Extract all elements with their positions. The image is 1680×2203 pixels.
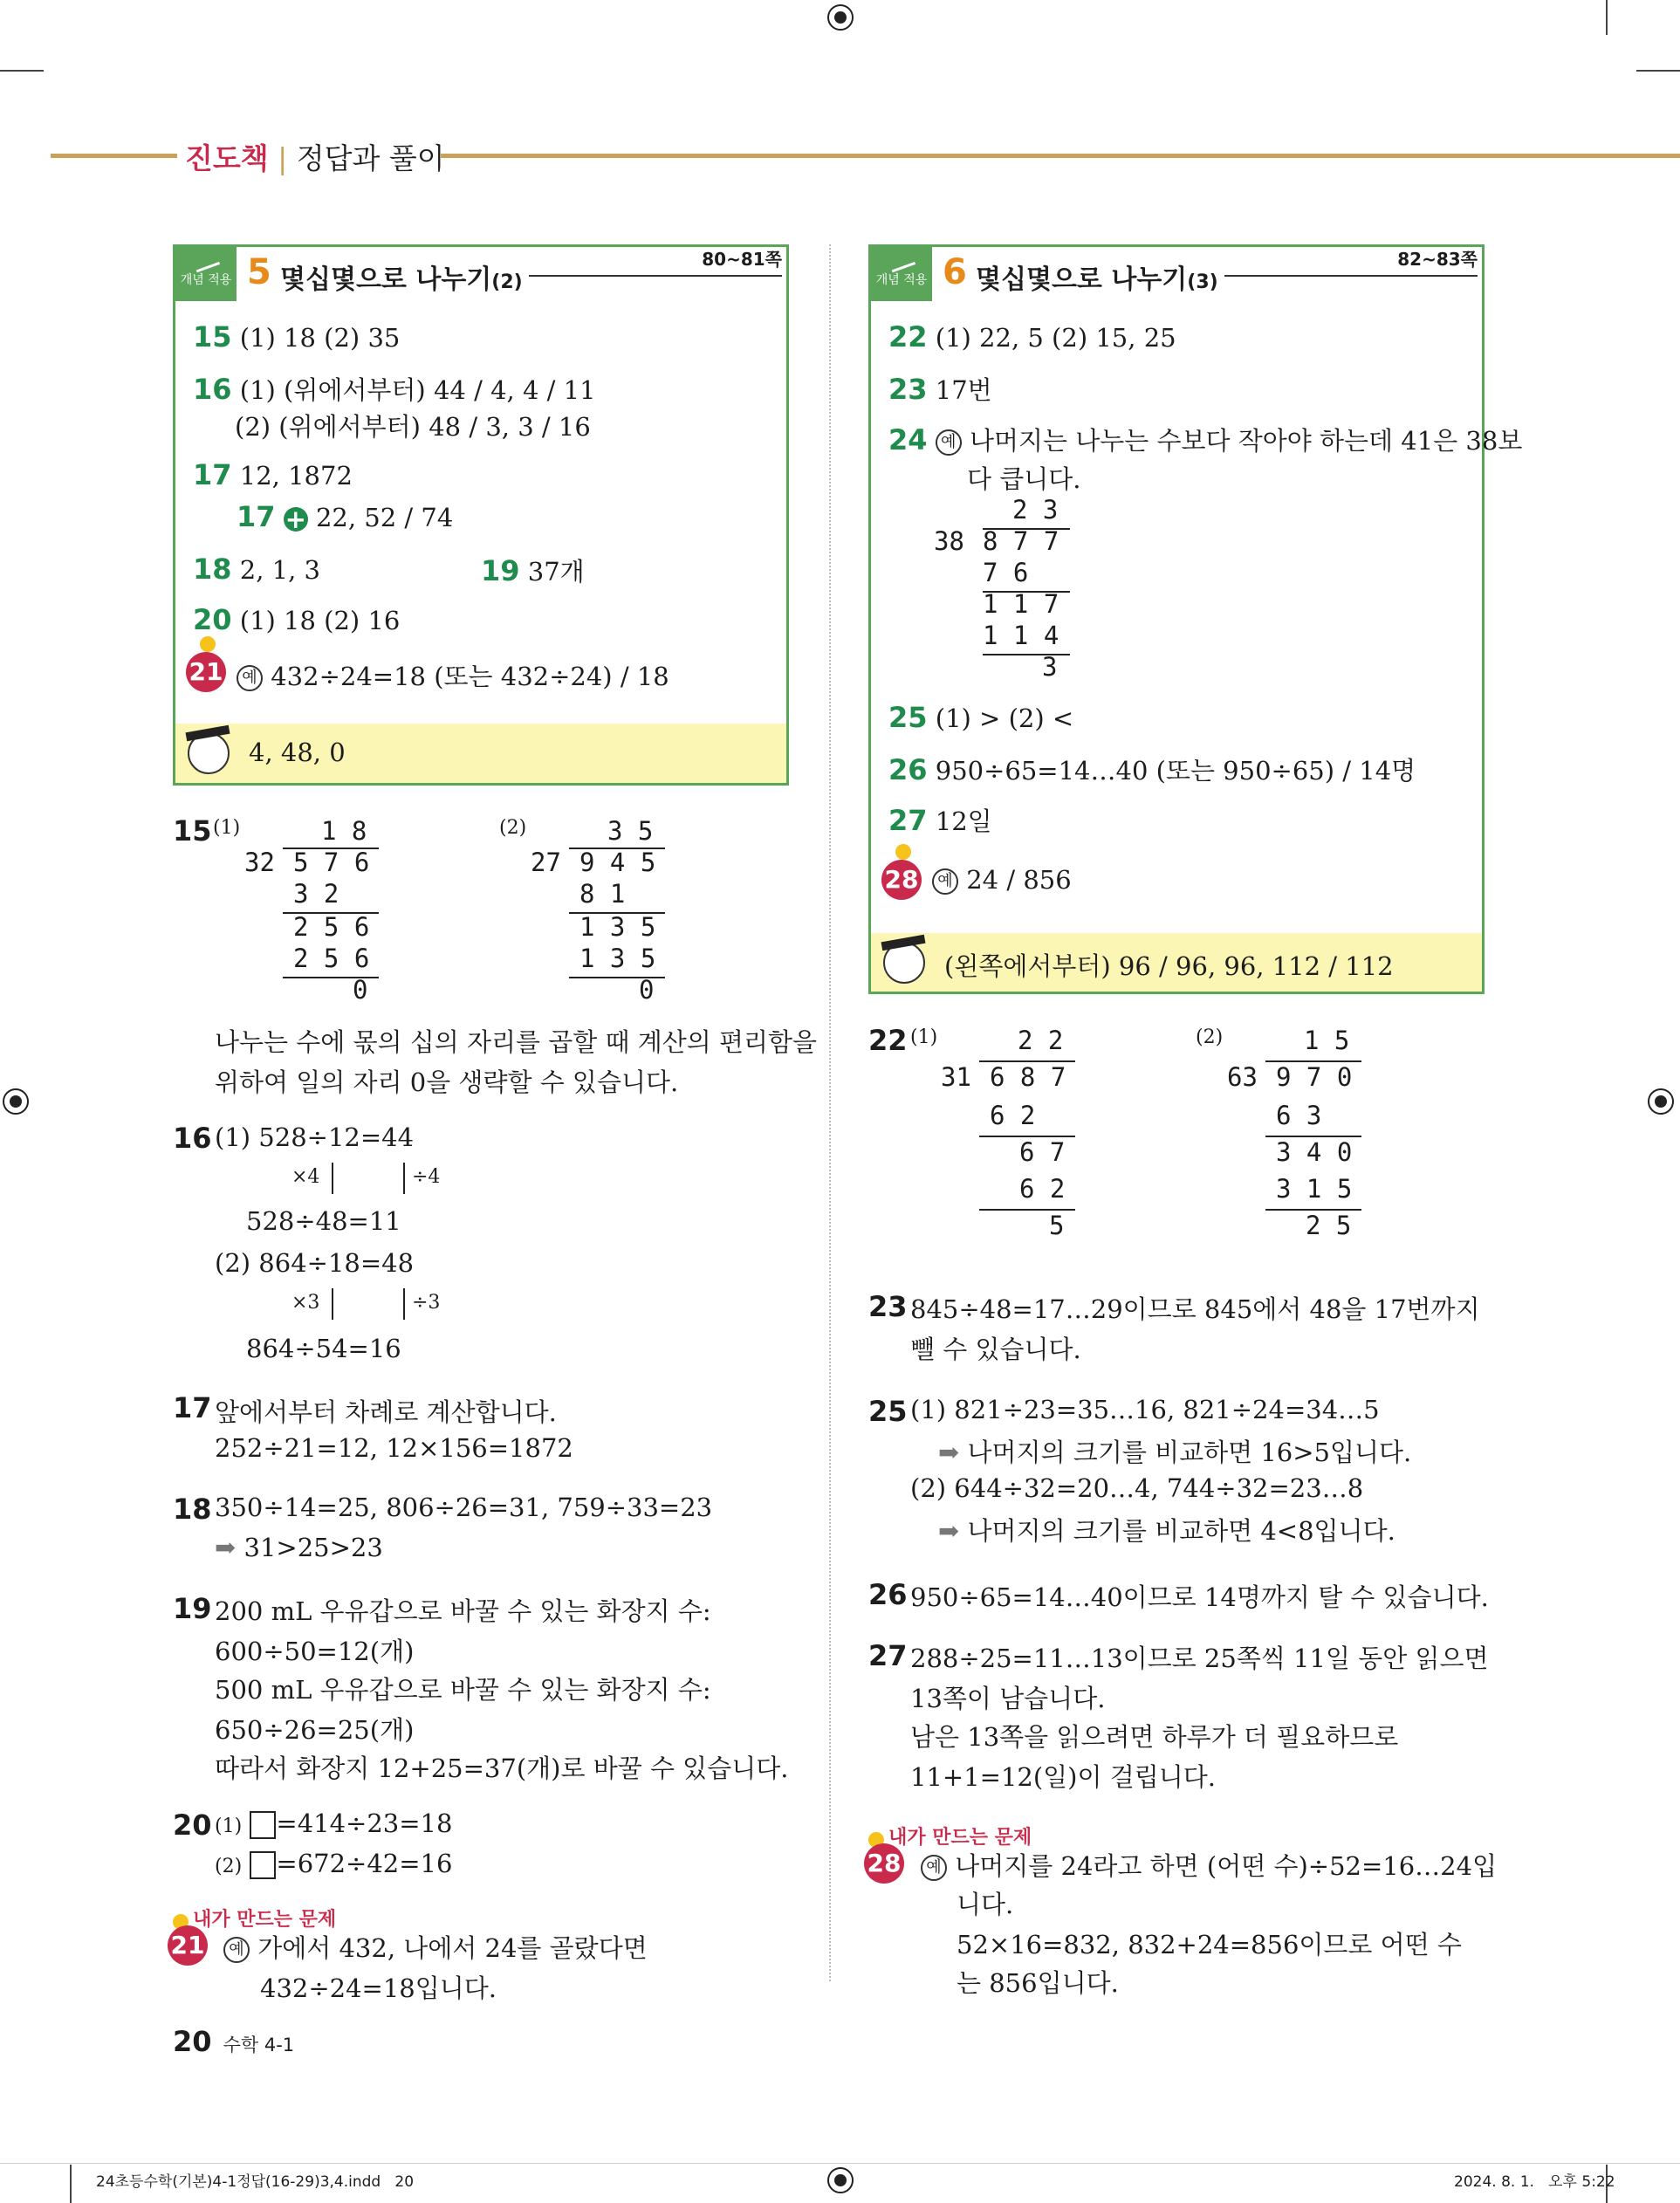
smile-icon [200, 636, 216, 652]
pencil-icon [192, 250, 220, 273]
explanation-21-line: 432÷24=18입니다. [260, 1973, 497, 2003]
registration-mark-icon [827, 2167, 854, 2193]
quotient: 3 5 [607, 816, 654, 846]
explanation-19-number: 19 [173, 1592, 212, 1625]
down-arrow-icon [403, 1163, 405, 1194]
dividend: 5 7 6 [293, 848, 370, 877]
explanation-19-line: 600÷50=12(개) [215, 1637, 415, 1666]
footer-rule [0, 2163, 1680, 2164]
quotient: 1 8 [321, 816, 367, 846]
hint-box [871, 933, 1482, 992]
divisor: 31 [941, 1062, 971, 1092]
column-divider [829, 244, 831, 1981]
explanation-19-line: 따라서 화장지 12+25=37(개)로 바꿀 수 있습니다. [215, 1753, 789, 1783]
part-label: (2) [1196, 1026, 1224, 1048]
explanation-19-line: 200 mL 우유갑으로 바꿀 수 있는 화장지 수: [215, 1596, 711, 1626]
subject: 수학 4-1 [223, 2035, 295, 2055]
crop-mark [70, 2165, 72, 2203]
hint-text: 4, 48, 0 [249, 738, 346, 767]
remainder: 5 [1049, 1211, 1065, 1240]
answer-16: 16 (1) (위에서부터) 44 / 4, 4 / 11 [193, 373, 596, 406]
explanation-25-number: 25 [868, 1395, 908, 1428]
answer-17: 17 12, 1872 [193, 458, 353, 491]
long-division [531, 816, 688, 1008]
explanation-28-line: 는 856입니다. [957, 1968, 1119, 1998]
answer-19: 19 37개 [481, 554, 585, 587]
answer-17-plus: 17 + 22, 52 / 74 [237, 500, 454, 534]
step: 1 3 5 [579, 912, 656, 942]
explanation-19-line: 650÷26=25(개) [215, 1715, 415, 1745]
step: 6 7 [1019, 1137, 1066, 1167]
step: 6 2 [990, 1101, 1036, 1130]
explanation-25-line: ➡ 나머지의 크기를 비교하면 4<8입니다. [938, 1516, 1395, 1546]
down-arrow-icon [332, 1288, 333, 1320]
hint-box [175, 724, 786, 783]
remainder: 0 [639, 975, 655, 1005]
explanation-25-line: (1) 821÷23=35…16, 821÷24=34…5 [910, 1395, 1380, 1424]
answer-16-line2: (2) (위에서부터) 48 / 3, 3 / 16 [235, 412, 591, 442]
explanation-27-line: 13쪽이 남습니다. [910, 1684, 1106, 1713]
answer-23: 23 17번 [888, 373, 992, 406]
explanation-28-line: 니다. [957, 1890, 1014, 1919]
explanation-20-line: (1) =414÷23=18 [215, 1808, 453, 1838]
title-rule [1224, 275, 1478, 277]
step: 1 3 5 [579, 944, 656, 973]
smile-icon [895, 844, 911, 860]
part-label: (1) [213, 817, 241, 839]
explanation-19-line: 500 mL 우유갑으로 바꿀 수 있는 화장지 수: [215, 1675, 711, 1705]
down-arrow-icon [332, 1163, 333, 1194]
explanation-16-line: (1) 528÷12=44 [215, 1122, 415, 1152]
explanation-17-line: 앞에서부터 차례로 계산합니다. [215, 1397, 557, 1427]
long-division [934, 495, 1108, 682]
quotient: 2 3 [1012, 495, 1059, 525]
step: 7 6 [983, 558, 1029, 587]
answer-box-left [173, 244, 789, 786]
explanation-28-line: 52×16=832, 832+24=856이므로 어떤 수 [957, 1930, 1462, 1959]
title-rule [529, 275, 782, 277]
divisor: 38 [934, 526, 964, 556]
registration-mark-icon [827, 4, 854, 31]
explanation-27-line: 11+1=12(일)이 걸립니다. [910, 1762, 1216, 1792]
page-number: 20 [173, 2025, 212, 2058]
answer-21-badge: 21 [186, 652, 226, 692]
remainder: 0 [353, 975, 368, 1005]
explanation-26-line: 950÷65=14…40이므로 14명까지 탈 수 있습니다. [910, 1582, 1489, 1612]
explanation-15-note: 위하여 일의 자리 0을 생략할 수 있습니다. [215, 1067, 679, 1097]
header-rule [441, 154, 1680, 158]
plus-icon: + [285, 504, 306, 534]
explanation-18-line: 350÷14=25, 806÷26=31, 759÷33=23 [215, 1493, 713, 1522]
remainder: 2 5 [1306, 1211, 1352, 1240]
answer-27: 27 12일 [888, 804, 992, 837]
hint-text: (왼쪽에서부터) 96 / 96, 96, 112 / 112 [944, 951, 1394, 981]
footer-page [173, 2025, 294, 2058]
answer-26: 26 950÷65=14…40 (또는 950÷65) / 14명 [888, 753, 1416, 786]
explanation-15-number: 15 [173, 814, 212, 848]
explanation-23-line: 뺄 수 있습니다. [910, 1335, 1081, 1364]
answer-21: 예 432÷24=18 (또는 432÷24) / 18 [237, 657, 669, 693]
long-division [244, 816, 401, 1008]
explanation-16-number: 16 [173, 1122, 212, 1155]
explanation-20-line: (2) =672÷42=16 [215, 1849, 453, 1878]
dividend: 6 8 7 [990, 1062, 1066, 1092]
quotient: 1 5 [1304, 1026, 1350, 1055]
blank-box [250, 1811, 276, 1839]
dividend: 8 7 7 [983, 526, 1059, 556]
dividend: 9 7 0 [1276, 1062, 1353, 1092]
concept-tab: 개념 적용 [871, 247, 932, 301]
explanation-28-badge: 28 [864, 1843, 904, 1884]
explanation-27-number: 27 [868, 1639, 908, 1672]
step: 2 5 6 [293, 944, 370, 973]
lesson-number: 5 [247, 252, 271, 292]
multiply-mark: ×4 [291, 1166, 320, 1188]
explanation-18-line: ➡ 31>25>23 [215, 1533, 383, 1562]
divisor: 27 [531, 848, 561, 877]
step: 6 3 [1276, 1101, 1322, 1130]
explanation-23-number: 23 [868, 1290, 908, 1323]
explanation-18-number: 18 [173, 1493, 212, 1526]
lesson-title: 몇십몇으로 나누기(2) [280, 264, 523, 295]
step: 8 1 [579, 879, 626, 909]
header-brand: 진도책 [185, 141, 269, 175]
answer-18: 18 2, 1, 3 [193, 552, 320, 586]
explanation-16-line: 864÷54=16 [246, 1334, 401, 1363]
divide-mark: ÷3 [412, 1292, 441, 1314]
answer-28: 예 24 / 856 [932, 865, 1072, 895]
crop-mark [1606, 0, 1608, 35]
explanation-27-line: 288÷25=11…13이므로 25쪽씩 11일 동안 읽으면 [910, 1644, 1489, 1673]
explanation-17-line: 252÷21=12, 12×156=1872 [215, 1433, 573, 1463]
header-rule [51, 154, 177, 158]
step: 3 4 0 [1276, 1137, 1353, 1167]
explanation-21-line: 예 가에서 432, 나에서 24를 골랐다면 [223, 1929, 648, 1965]
divide-mark: ÷4 [412, 1166, 441, 1188]
divisor: 32 [244, 848, 275, 877]
step: 3 1 5 [1276, 1174, 1353, 1204]
answer-24-line2: 다 큽니다. [967, 464, 1081, 494]
down-arrow-icon [403, 1288, 405, 1320]
step: 1 1 7 [983, 589, 1059, 619]
explanation-20-number: 20 [173, 1808, 212, 1842]
my-problem-mark: 내가 만드는 문제 [868, 1822, 1032, 1850]
answer-15: 15 (1) 18 (2) 35 [193, 320, 401, 353]
hint-character-icon [188, 732, 230, 774]
explanation-15-note: 나누는 수에 몫의 십의 자리를 곱할 때 계산의 편리함을 [215, 1027, 818, 1057]
pencil-icon [888, 250, 915, 273]
arrow-right-icon: ➡ [938, 1438, 960, 1467]
step: 6 2 [1019, 1174, 1066, 1204]
explanation-17-number: 17 [173, 1391, 212, 1424]
answer-20: 20 (1) 18 (2) 16 [193, 603, 401, 636]
quotient: 2 2 [1018, 1026, 1064, 1055]
step: 1 1 4 [983, 621, 1059, 650]
lesson-number: 6 [943, 252, 967, 292]
registration-mark-icon [1648, 1088, 1674, 1115]
explanation-25-line: (2) 644÷32=20…4, 744÷32=23…8 [910, 1473, 1364, 1503]
answer-24: 24 예 나머지는 나누는 수보다 작아야 하는데 41은 38보 [888, 423, 1523, 456]
long-division [941, 1026, 1098, 1240]
explanation-26-number: 26 [868, 1578, 908, 1611]
header-section: 정답과 풀이 [296, 141, 445, 175]
my-problem-mark: 내가 만드는 문제 [173, 1904, 336, 1932]
explanation-21-badge: 21 [168, 1925, 208, 1966]
explanation-22-number: 22 [868, 1024, 908, 1057]
lesson-title: 몇십몇으로 나누기(3) [976, 264, 1218, 295]
step: 2 5 6 [293, 912, 370, 942]
step: 3 2 [293, 879, 339, 909]
explanation-23-line: 845÷48=17…29이므로 845에서 48을 17번까지 [910, 1294, 1480, 1324]
answer-box-right [868, 244, 1523, 994]
page-range: 80~81쪽 [702, 249, 782, 270]
explanation-16-line: 528÷48=11 [246, 1206, 401, 1236]
divisor: 63 [1227, 1062, 1258, 1092]
remainder: 3 [1042, 652, 1058, 682]
answer-22: 22 (1) 22, 5 (2) 15, 25 [888, 320, 1176, 353]
header: 진도책 | 정답과 풀이 [185, 141, 445, 175]
blank-box [250, 1851, 276, 1879]
crop-mark [0, 70, 44, 72]
arrow-right-icon: ➡ [938, 1516, 960, 1546]
part-label: (2) [499, 817, 527, 839]
explanation-28-line: 예 나머지를 24라고 하면 (어떤 수)÷52=16…24입 [921, 1847, 1497, 1883]
registration-mark-icon [3, 1088, 29, 1115]
file-name: 24초등수학(기본)4-1정답(16-29)3,4.indd 20 [96, 2173, 415, 2191]
answer-25: 25 (1) > (2) < [888, 701, 1074, 734]
hint-character-icon [883, 942, 925, 984]
long-division [1227, 1026, 1384, 1240]
arrow-right-icon: ➡ [215, 1533, 237, 1562]
explanation-25-line: ➡ 나머지의 크기를 비교하면 16>5입니다. [938, 1438, 1412, 1467]
crop-mark [1636, 70, 1680, 72]
explanation-27-line: 남은 13쪽을 읽으려면 하루가 더 필요하므로 [910, 1722, 1399, 1752]
dividend: 9 4 5 [579, 848, 656, 877]
multiply-mark: ×3 [291, 1292, 320, 1314]
concept-tab: 개념 적용 [175, 247, 237, 301]
part-label: (1) [910, 1026, 938, 1048]
answer-28-badge: 28 [881, 860, 922, 900]
page-range: 82~83쪽 [1397, 249, 1478, 270]
print-date: 2024. 8. 1. 오후 5:22 [1454, 2173, 1615, 2191]
explanation-16-line: (2) 864÷18=48 [215, 1248, 415, 1278]
